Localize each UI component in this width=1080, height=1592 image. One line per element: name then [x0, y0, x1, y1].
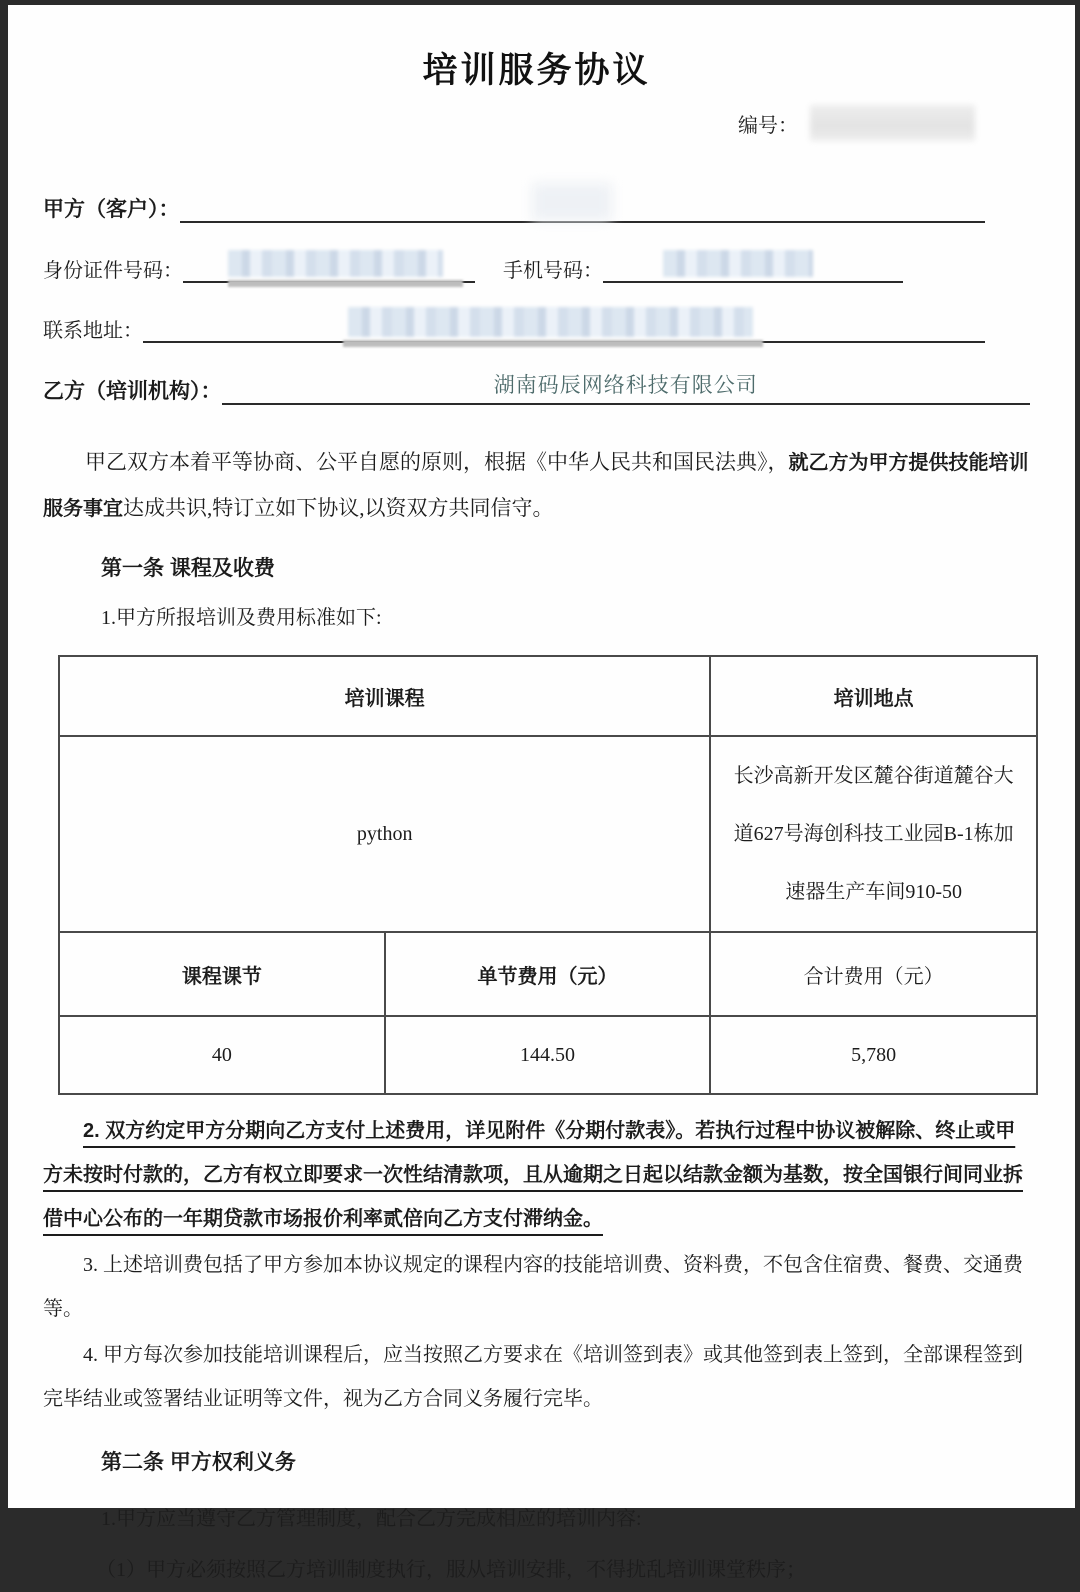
party-b-row: [43, 367, 1030, 405]
section-2-item-1-1: （1）甲方必须按照乙方培训制度执行，服从培训安排，不得扰乱培训课堂秩序；: [96, 1558, 806, 1581]
table-row-headers-top: [59, 656, 1037, 736]
lessons-value-cell: 40: [59, 1016, 385, 1094]
id-number-label: 身份证件号码：: [43, 260, 183, 282]
table-row-course: [59, 736, 1037, 932]
course-value-cell: python: [59, 736, 710, 932]
section-1-item-1: 1.甲方所报培训及费用标准如下:: [101, 607, 382, 630]
party-a-row: [43, 185, 1030, 223]
id-phone-row: [43, 245, 1030, 283]
intro-paragraph: [43, 439, 1030, 531]
section-1-item-2: 2. 双方约定甲方分期向乙方支付上述费用，详见附件《分期付款表》。若执行过程中协议被解除、终止或甲方未按时付款的，乙方有权立即要求一次性结清款项，且从逾期之日起以结款金额为基数，按全国银行间同业拆借中心公布的一年期贷款市场报价利率贰倍向乙方支付滞纳金。: [43, 1120, 1023, 1231]
document-page: [8, 5, 1075, 1581]
party-b-company-name: 湖南码辰网络科技有限公司: [493, 373, 758, 397]
section-2-item-1: 1.甲方应当遵守乙方管理制度，配合乙方完成相应的培训内容:: [101, 1507, 642, 1530]
party-a-value-line: [180, 185, 986, 223]
fee-table: [58, 655, 1038, 1095]
intro-text-2: 达成共识,特订立如下协议,以资双方共同信守。: [123, 496, 554, 521]
document-number-row: [43, 105, 975, 141]
table-row-headers-bottom: [59, 932, 1037, 1016]
address-row: [43, 305, 1030, 343]
party-b-label: 乙方（培训机构）：: [43, 380, 222, 403]
intro-text-bold: 就乙方为甲方提供技能培训服务事宜: [43, 452, 1029, 521]
section-1-item-4: 4. 甲方每次参加技能培训课程后，应当按照乙方要求在《培训签到表》或其他签到表上签到，全部课程签到完毕结业或签署结业证明等文件，视为乙方合同义务履行完毕。: [43, 1344, 1023, 1411]
unit-fee-value-cell: 144.50: [385, 1016, 711, 1094]
location-header-cell: 培训地点: [710, 656, 1037, 736]
address-label: 联系地址：: [43, 320, 143, 342]
redacted-phone-number: [663, 250, 813, 277]
party-b-value-line: [222, 367, 1031, 405]
section-1-item-3: 3. 上述培训费包括了甲方参加本协议规定的课程内容的技能培训费、资料费，不包含住宿费、餐费、交通费等。: [43, 1254, 1023, 1321]
course-header-cell: 培训课程: [59, 656, 710, 736]
id-number-value-line: [183, 245, 475, 283]
unit-fee-header-cell: 单节费用（元）: [385, 932, 711, 1016]
phone-label: 手机号码：: [503, 260, 603, 282]
redacted-document-number: [810, 105, 975, 141]
section-1-heading: 第一条 课程及收费: [101, 557, 275, 581]
party-a-label: 甲方（客户）：: [43, 198, 180, 221]
redacted-address: [348, 307, 753, 337]
section-2-heading: 第二条 甲方权利义务: [101, 1451, 296, 1475]
location-value-cell: 长沙高新开发区麓谷街道麓谷大道627号海创科技工业园B-1栋加速器生产车间910-50: [710, 736, 1037, 932]
redaction-bar: [343, 340, 763, 347]
intro-text-1: 甲乙双方本着平等协商、公平自愿的原则，根据《中华人民共和国民法典》，: [85, 450, 789, 474]
total-fee-header-cell: 合计费用（元）: [710, 932, 1037, 1016]
total-fee-value-cell: 5,780: [710, 1016, 1037, 1094]
lessons-header-cell: 课程课节: [59, 932, 385, 1016]
redaction-bar: [228, 280, 463, 287]
document-number-label: 编号：: [738, 114, 798, 137]
redacted-party-a-name: [532, 183, 612, 221]
phone-value-line: [603, 245, 903, 283]
redacted-id-number: [228, 250, 443, 277]
table-row-values: [59, 1016, 1037, 1094]
address-value-line: [143, 305, 985, 343]
page-title: 培训服务协议: [422, 51, 651, 90]
